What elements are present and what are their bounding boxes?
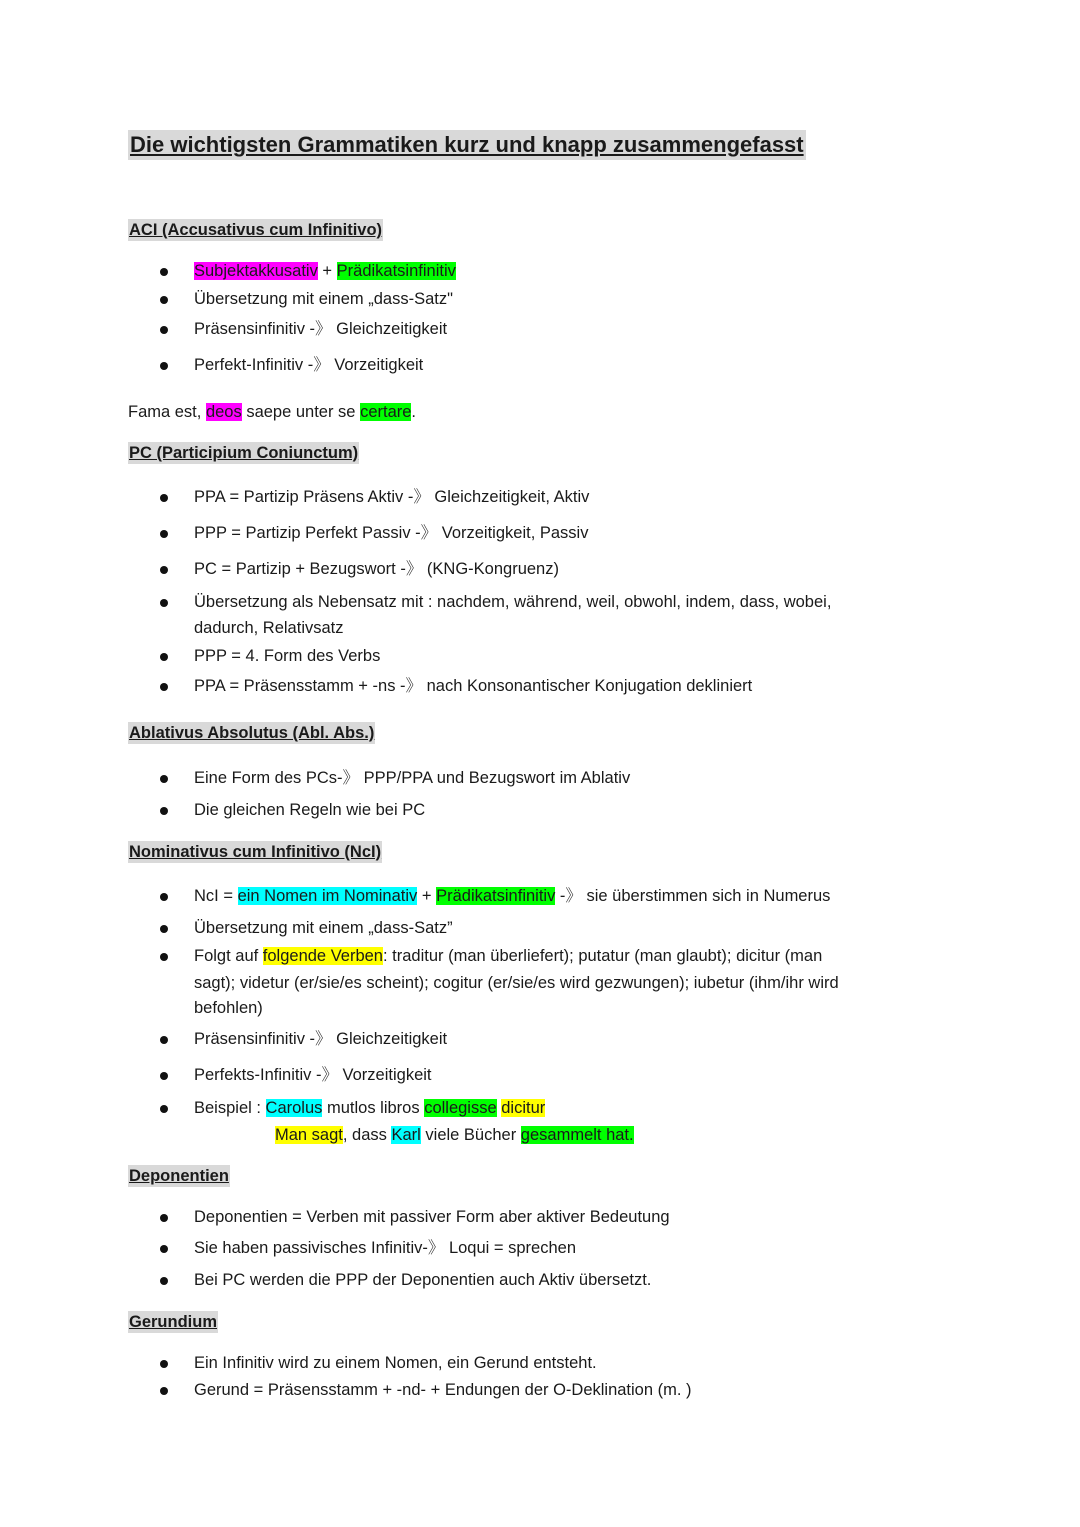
dep-item-3: Bei PC werden die PPP der Deponentien auch Aktiv übersetzt. [194, 1271, 652, 1289]
nci-item-5: Perfekts-Infinitiv -》 Vorzeitigkeit [194, 1066, 432, 1084]
example-text: Fama est, [128, 403, 206, 421]
highlight-carolus: Carolus [265, 1099, 323, 1117]
nci-item-6-translation [275, 1124, 634, 1146]
nci-item-3-cont: sagt); videtur (er/sie/es scheint); cogitur (er/sie/es wird gezwungen); iubetur (ihm/ihr wird [194, 974, 839, 992]
nci-text: Folgt auf [194, 947, 263, 965]
bullet-dot [160, 1214, 168, 1222]
nci-item-1 [194, 885, 830, 907]
aci-example [128, 401, 416, 423]
heading-gerundium: Gerundium [129, 1313, 218, 1331]
bullet-dot [160, 326, 168, 334]
bullet-dot [160, 530, 168, 538]
highlight-praedikatsinfinitiv: Prädikatsinfinitiv [336, 262, 456, 280]
bullet-dot [160, 893, 168, 901]
example-text: saepe unter se [241, 403, 361, 421]
pc-item-4-cont: dadurch, Relativsatz [194, 619, 344, 637]
aci-item-3: Präsensinfinitiv -》 Gleichzeitigkeit [194, 320, 448, 338]
aci-item-2: Übersetzung mit einem „dass-Satz" [194, 290, 453, 308]
dep-item-2: Sie haben passivisches Infinitiv-》 Loqui = sprechen [194, 1239, 577, 1257]
highlight-certare: certare [360, 403, 412, 421]
bullet-dot [160, 807, 168, 815]
bullet-dot [160, 1277, 168, 1285]
highlight-man-sagt: Man sagt [275, 1126, 343, 1144]
pc-item-3: PC = Partizip + Bezugswort -》 (KNG-Kongruenz) [194, 560, 559, 578]
bullet-dot [160, 268, 168, 276]
highlight-dicitur: dicitur [501, 1099, 546, 1117]
aci-item-4: Perfekt-Infinitiv -》 Vorzeitigkeit [194, 356, 424, 374]
highlight-gesammelt-hat: gesammelt hat. [520, 1126, 634, 1144]
nci-item-3-cont2: befohlen) [194, 999, 263, 1017]
example-text: . [411, 403, 417, 421]
bullet-dot [160, 566, 168, 574]
bullet-dot [160, 599, 168, 607]
page-title: Die wichtigsten Grammatiken kurz und knapp zusammengefasst [128, 130, 806, 160]
bullet-dot [160, 925, 168, 933]
bullet-dot [160, 296, 168, 304]
nci-item-4: Präsensinfinitiv -》 Gleichzeitigkeit [194, 1030, 448, 1048]
highlight-deos: deos [205, 403, 242, 421]
bullet-dot [160, 653, 168, 661]
bullet-dot [160, 775, 168, 783]
nci-text: NcI = [194, 887, 238, 905]
bullet-dot [160, 1036, 168, 1044]
text-plus: + [317, 262, 337, 280]
nci-text: -》 sie überstimmen sich in Numerus [555, 887, 831, 905]
nci-text: viele Bücher [420, 1126, 521, 1144]
ger-item-1: Ein Infinitiv wird zu einem Nomen, ein Gerund entsteht. [194, 1354, 597, 1372]
bullet-dot [160, 362, 168, 370]
nci-text: , dass [342, 1126, 392, 1144]
highlight-praedikatsinfinitiv: Prädikatsinfinitiv [436, 887, 556, 905]
heading-deponentien: Deponentien [129, 1167, 229, 1185]
pc-item-6: PPA = Präsensstamm + -ns -》 nach Konsonantischer Konjugation dekliniert [194, 677, 753, 695]
bullet-dot [160, 683, 168, 691]
highlight-nomen-nominativ: ein Nomen im Nominativ [237, 887, 418, 905]
bullet-dot [160, 953, 168, 961]
bullet-dot [160, 494, 168, 502]
aci-item-1 [194, 260, 456, 282]
heading-pc: PC (Participium Coniunctum) [129, 444, 359, 462]
heading-abl-abs: Ablativus Absolutus (Abl. Abs.) [129, 724, 375, 742]
nci-item-2: Übersetzung mit einem „dass-Satz” [194, 919, 453, 937]
highlight-karl: Karl [391, 1126, 421, 1144]
nci-item-3 [194, 945, 822, 967]
pc-item-1: PPA = Partizip Präsens Aktiv -》 Gleichzeitigkeit, Aktiv [194, 488, 590, 506]
ger-item-2: Gerund = Präsensstamm + -nd- + Endungen der O-Deklination (m. ) [194, 1381, 692, 1399]
nci-text: Beispiel : [194, 1099, 266, 1117]
abl-item-2: Die gleichen Regeln wie bei PC [194, 801, 426, 819]
bullet-dot [160, 1105, 168, 1113]
nci-text: mutlos libros [322, 1099, 425, 1117]
highlight-folgende-verben: folgende Verben [262, 947, 383, 965]
text-plus: + [417, 887, 437, 905]
heading-aci: ACI (Accusativus cum Infinitivo) [129, 221, 383, 239]
bullet-dot [160, 1072, 168, 1080]
heading-nci: Nominativus cum Infinitivo (NcI) [129, 843, 382, 861]
bullet-dot [160, 1245, 168, 1253]
highlight-subjektakkusativ: Subjektakkusativ [194, 262, 318, 280]
pc-item-4: Übersetzung als Nebensatz mit : nachdem, während, weil, obwohl, indem, dass, wobei, [194, 593, 832, 611]
abl-item-1: Eine Form des PCs-》 PPP/PPA und Bezugswort im Ablativ [194, 769, 631, 787]
nci-item-6 [194, 1097, 545, 1119]
pc-item-2: PPP = Partizip Perfekt Passiv -》 Vorzeitigkeit, Passiv [194, 524, 589, 542]
nci-text: : traditur (man überliefert); putatur (man glaubt); dicitur (man [383, 947, 823, 965]
pc-item-5: PPP = 4. Form des Verbs [194, 647, 381, 665]
bullet-dot [160, 1360, 168, 1368]
dep-item-1: Deponentien = Verben mit passiver Form aber aktiver Bedeutung [194, 1208, 670, 1226]
highlight-collegisse: collegisse [424, 1099, 497, 1117]
bullet-dot [160, 1387, 168, 1395]
